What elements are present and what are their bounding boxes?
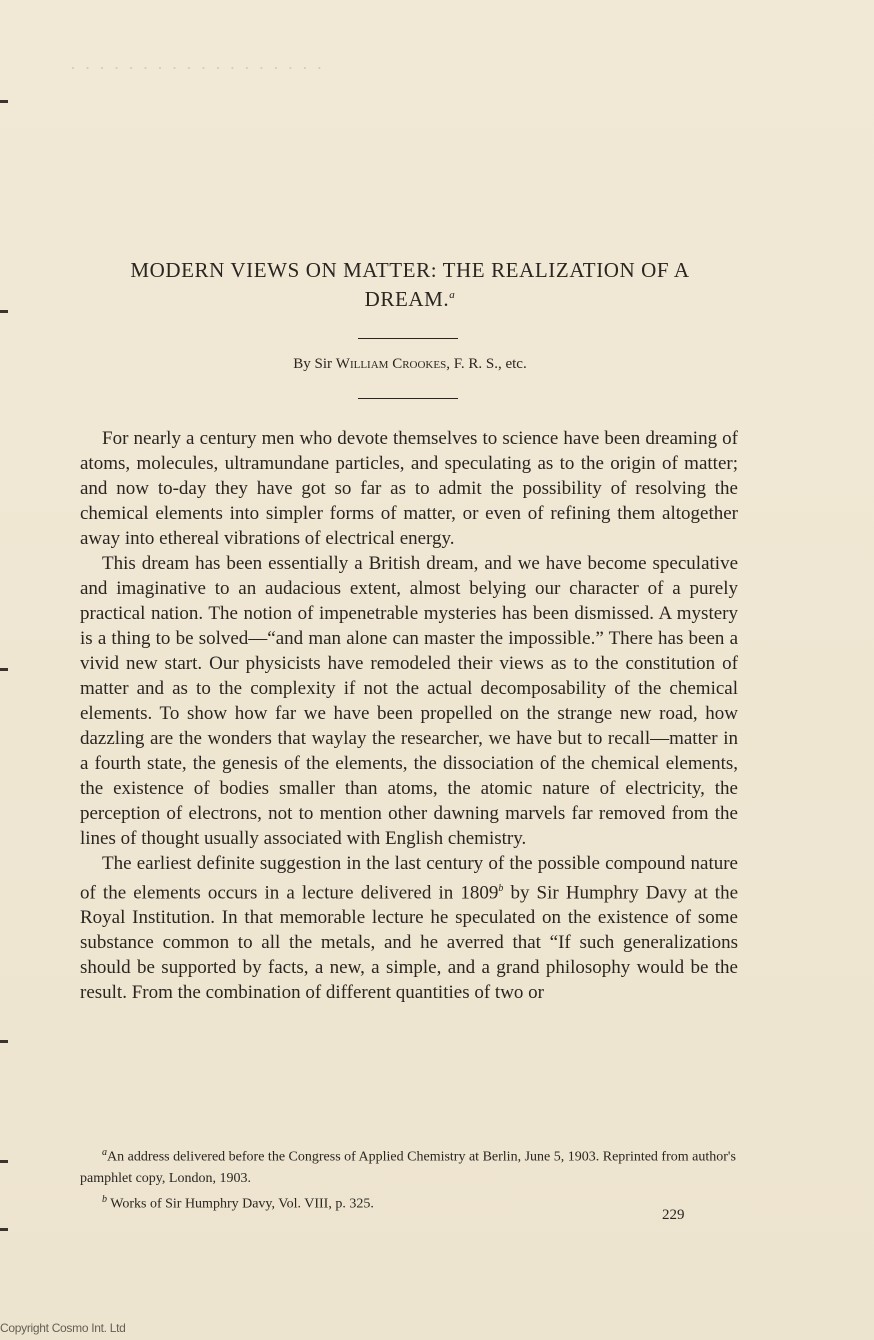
author-name: William Crookes <box>335 356 447 372</box>
byline <box>80 356 740 373</box>
paragraph-2: This dream has been essentially a British dream, and we have become speculative and imaginative to an audacious extent, almost belying our character of a purely practical nation. The notion of impenetrable mysteries has been dismissed. A mystery is a thing to be solved—“and man alone can master the impossible.” There has been a vivid new start. Our physicists have remodeled their views as to the constitution of matter and as to the complexity if not the actual decomposability of the chemical elements. To show how far we have been propelled on the strange new road, how dazzling are the wonders that waylay the researcher, we have but to recall—matter in a fourth state, the genesis of the elements, the dissociation of the chemical elements, the existence of bodies smaller than atoms, the atomic nature of electricity, the perception of electrons, not to mention other dawning marvels far removed from the lines of thought usually associated with English chemistry. <box>80 553 738 849</box>
page-number: 229 <box>662 1207 685 1223</box>
binding-mark <box>0 1040 8 1043</box>
paragraph-1: For nearly a century men who devote themselves to science have been dreaming of atoms, molecules, ultramundane particles, and speculating as to the origin of matter; and now to-day they have got so far as to admit the possibility of resolving the chemical elements into simpler forms of matter, or even of refining them altogether away into ethereal vibrations of electrical energy. <box>80 428 738 549</box>
binding-mark <box>0 310 8 313</box>
byline-prefix: By Sir <box>293 356 333 372</box>
binding-mark <box>0 100 8 103</box>
byline-suffix: , F. R. S., etc. <box>446 356 527 372</box>
footnote-ref-b: b <box>498 883 504 894</box>
title-rule <box>358 338 458 339</box>
article-body <box>80 426 738 1005</box>
footnote-b: $^b$ Works of Sir Humphry Davy, Vol. VIII, p. 325. <box>102 1193 374 1212</box>
binding-mark <box>0 668 8 671</box>
title-line-2: DREAM. <box>364 287 450 311</box>
bleed-through-text: · · · · · · · · · · · · · · · · · · <box>70 58 325 78</box>
copyright-watermark: Copyright Cosmo Int. Ltd <box>0 1321 126 1335</box>
binding-mark <box>0 1228 8 1231</box>
article-title <box>80 258 740 312</box>
byline-rule <box>358 398 458 399</box>
binding-mark <box>0 1160 8 1163</box>
title-footnote-mark: a <box>449 289 456 301</box>
footnote-a: $^a$An address delivered before the Congress of Applied Chemistry at Berlin, June 5, 1903. Reprinted from author's pamphlet copy, London, 1903. <box>80 1147 736 1186</box>
paragraph-3: The earliest definite suggestion in the last century of the possible compound nature of the elements occurs in a lecture delivered in 1809$^b$ by Sir Humphry Davy at the Royal Institution. In that memorable lecture he speculated on the existence of some substance common to all the metals, and he averred that “If such generalizations should be supported by facts, a new, a simple, and a grand philosophy would be the result. From the combination of different quantities of two or <box>80 853 738 1004</box>
footnotes <box>80 1142 740 1214</box>
title-line-1: MODERN VIEWS ON MATTER: THE REALIZATION OF A <box>130 258 690 282</box>
